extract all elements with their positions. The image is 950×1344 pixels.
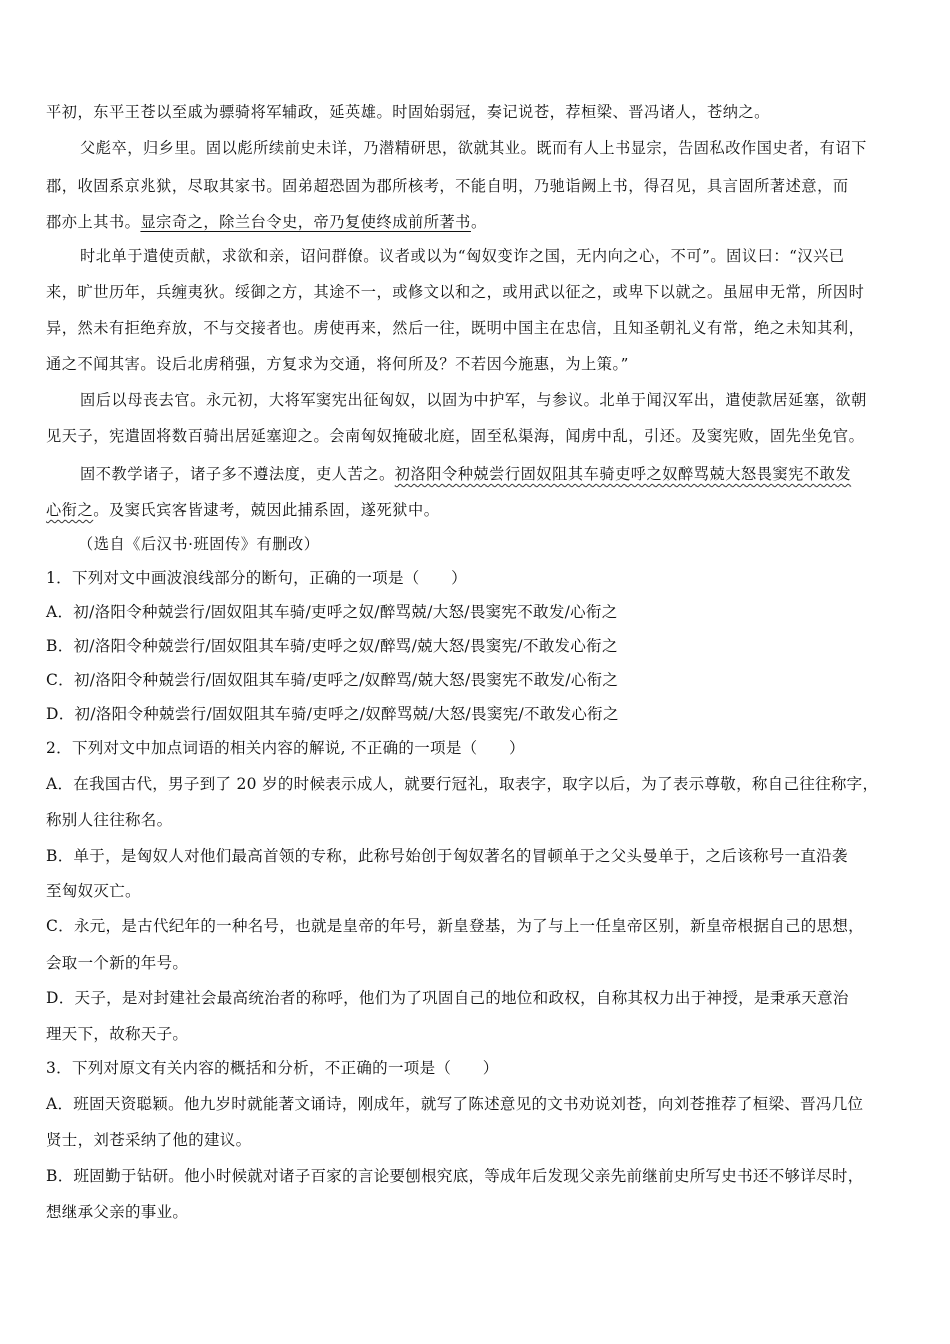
- question-1-option-a: A．初/洛阳令种兢尝行/固奴阻其车骑/吏呼之奴/醉骂兢/大怒/畏窦宪不敢发/心衔之: [46, 603, 618, 621]
- passage-text: 。: [470, 213, 487, 231]
- question-3-option-a-cont: 贤士，刘苍采纳了他的建议。: [46, 1131, 252, 1149]
- passage-line: 郡，收固系京兆狱，尽取其家书。固弟超恐固为郡所核考，不能自明，乃驰诣阙上书，得召见，具言固所著述意，而: [46, 177, 849, 195]
- question-2-option-d: D．天子，是对封建社会最高统治者的称呼，他们为了巩固自己的地位和政权，自称其权力出于神授，是秉承天意治: [46, 989, 849, 1007]
- straight-underlined-sentence: 显宗奇之，除兰台令史，帝乃复使终成前所著书: [140, 213, 471, 231]
- question-2-option-b: B．单于，是匈奴人对他们最高首领的专称，此称号始创于匈奴著名的冒顿单于之父头曼单于，之后该称号一直沿袭: [46, 847, 848, 865]
- passage-text: 。及窦氏宾客皆逮考，兢因此捕系固，遂死狱中。: [93, 501, 440, 519]
- question-3-option-b-cont: 想继承父亲的事业。: [46, 1203, 189, 1221]
- question-3-stem: 3．下列对原文有关内容的概括和分析，不正确的一项是（ ）: [46, 1059, 499, 1077]
- passage-line: 父彪卒，归乡里。固以彪所续前史未详，乃潜精研思，欲就其业。既而有人上书显宗，告固私改作国史者，有诏下: [80, 139, 867, 157]
- question-2-option-c: C．永元，是古代纪年的一种名号，也就是皇帝的年号，新皇登基，为了与上一任皇帝区别，新皇帝根据自己的思想，: [46, 917, 864, 935]
- question-1-option-c: C．初/洛阳令种兢尝行/固奴阻其车骑/吏呼之/奴醉骂/兢大怒/畏窦宪不敢发/心衔之: [46, 671, 619, 689]
- passage-line: [46, 212, 487, 232]
- question-3-option-b: B．班固勤于钻研。他小时候就对诸子百家的言论要刨根究底，等成年后发现父亲先前继前史所写史书还不够详尽时，: [46, 1167, 864, 1185]
- question-2-option-a: A．在我国古代，男子到了 20 岁的时候表示成人，就要行冠礼，取表字，取字以后，为了表示尊敬，称自己往往称字，: [46, 775, 879, 793]
- passage-line: [80, 464, 851, 484]
- passage-line: 异，然未有拒绝弃放，不与交接者也。虏使再来，然后一往，既明中国主在忠信，且知圣朝礼义有常，绝之未知其利，: [46, 319, 865, 337]
- passage-text: 固不教学诸子，诸子多不遵法度，吏人苦之。: [80, 465, 395, 483]
- question-2-option-a-cont: 称别人往往称名。: [46, 811, 173, 829]
- wavy-underlined-sentence: 初洛阳令种兢尝行固奴阻其车骑吏呼之奴醉骂兢大怒畏窦宪不敢发: [394, 465, 852, 483]
- question-2-option-b-cont: 至匈奴灭亡。: [46, 882, 141, 900]
- question-2-option-d-cont: 理天下，故称天子。: [46, 1025, 189, 1043]
- passage-line: 固后以母丧去官。永元初，大将军窦宪出征匈奴，以固为中护军，与参议。北单于闻汉军出，遣使款居延塞，欲朝: [80, 391, 867, 409]
- question-3-option-a: A．班固天资聪颖。他九岁时就能著文诵诗，刚成年，就写了陈述意见的文书劝说刘苍，向刘苍推荐了桓梁、晋冯几位: [46, 1095, 864, 1113]
- question-1-option-d: D．初/洛阳令种兢尝行/固奴阻其车骑/吏呼之/奴醉骂兢/大怒/畏窦宪/不敢发心衔之: [46, 705, 619, 723]
- passage-line: [46, 500, 439, 520]
- question-1-stem: 1．下列对文中画波浪线部分的断句，正确的一项是（ ）: [46, 569, 467, 587]
- passage-line: 通之不闻其害。设后北虏稍强，方复求为交通，将何所及？不若因今施惠，为上策。”: [46, 355, 630, 373]
- question-2-stem: 2．下列对文中加点词语的相关内容的解说, 不正确的一项是（ ）: [46, 739, 525, 757]
- question-1-option-b: B．初/洛阳令种兢尝行/固奴阻其车骑/吏呼之奴/醉骂/兢大怒/畏窦宪/不敢发心衔之: [46, 637, 618, 655]
- passage-line: 来，旷世历年，兵缠夷狄。绥御之方，其途不一，或修文以和之，或用武以征之，或卑下以就之。虽屈申无常，所因时: [46, 283, 865, 301]
- passage-text: 郡亦上其书。: [46, 213, 141, 231]
- passage-line: 见天子，宪遣固将数百骑出居延塞迎之。会南匈奴掩破北庭，固至私渠海，闻虏中乱，引还。及窦宪败，固先坐免官。: [46, 427, 865, 445]
- source-citation: （选自《后汉书·班固传》有删改）: [78, 535, 320, 553]
- question-2-option-c-cont: 会取一个新的年号。: [46, 954, 189, 972]
- passage-line: 时北单于遣使贡献，求欲和亲，诏问群僚。议者或以为“匈奴变诈之国，无内向之心，不可”。固议曰：“汉兴已: [80, 247, 845, 265]
- wavy-underlined-sentence: 心衔之: [46, 501, 94, 519]
- passage-line: 平初，东平王苍以至戚为骠骑将军辅政，延英雄。时固始弱冠，奏记说苍，荐桓梁、晋冯诸人，苍纳之。: [46, 103, 770, 121]
